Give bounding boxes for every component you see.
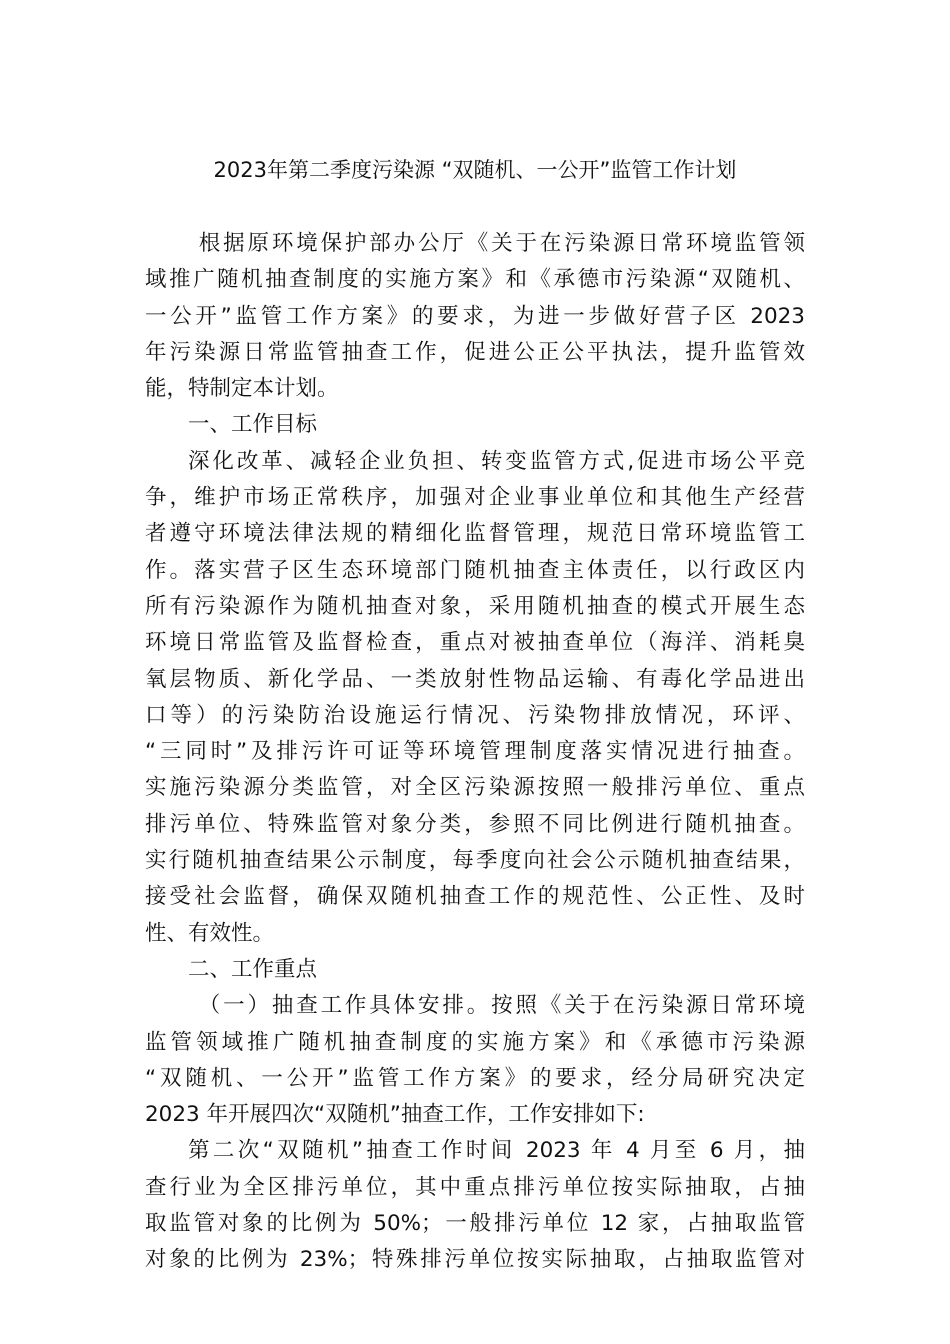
paragraph-line: 实行随机抽查结果公示制度，每季度向社会公示随机抽查结果， xyxy=(145,848,805,874)
paragraph-line: 者遵守环境法律法规的精细化监督管理，规范日常环境监管工 xyxy=(145,521,805,547)
paragraph-line: 二、工作重点 xyxy=(188,956,318,982)
paragraph-line: 接受社会监督，确保双随机抽查工作的规范性、公正性、及时 xyxy=(145,884,805,910)
paragraph-line: “三同时”及排污许可证等环境管理制度落实情况进行抽查。 xyxy=(145,739,805,765)
paragraph-line: 域推广随机抽查制度的实施方案》和《承德市污染源“双随机、 xyxy=(145,267,805,293)
paragraph-line: 实施污染源分类监管，对全区污染源按照一般排污单位、重点 xyxy=(145,775,805,801)
paragraph-line: 排污单位、特殊监管对象分类，参照不同比例进行随机抽查。 xyxy=(145,811,805,837)
paragraph-line: 性、有效性。 xyxy=(145,920,275,946)
paragraph-line: 监管领域推广随机抽查制度的实施方案》和《承德市污染源 xyxy=(145,1029,805,1055)
paragraph-line: 争，维护市场正常秩序，加强对企业事业单位和其他生产经营 xyxy=(145,485,805,511)
paragraph-line: 一公开”监管工作方案》的要求，为进一步做好营子区 2023 xyxy=(145,303,805,329)
paragraph-line: （一）抽查工作具体安排。按照《关于在污染源日常环境 xyxy=(198,993,805,1019)
document-title: 2023年第二季度污染源 “双随机、一公开”监管工作计划 xyxy=(213,158,737,182)
paragraph-line: 一、工作目标 xyxy=(188,412,318,438)
paragraph-line: 能，特制定本计划。 xyxy=(145,376,339,402)
paragraph-line: 第二次“双随机”抽查工作时间 2023 年 4 月至 6 月，抽 xyxy=(188,1138,805,1164)
paragraph-line: 取监管对象的比例为 50%；一般排污单位 12 家，占抽取监管 xyxy=(145,1211,805,1237)
paragraph-line: 环境日常监管及监督检查，重点对被抽查单位（海洋、消耗臭 xyxy=(145,630,805,656)
paragraph-line: 氧层物质、新化学品、一类放射性物品运输、有毒化学品进出 xyxy=(145,666,805,692)
paragraph-line: 所有污染源作为随机抽查对象，采用随机抽查的模式开展生态 xyxy=(145,593,805,619)
paragraph-line: 对象的比例为 23%；特殊排污单位按实际抽取，占抽取监管对 xyxy=(145,1247,805,1273)
document-body xyxy=(145,226,805,1279)
paragraph-line: 深化改革、减轻企业负担、转变监管方式,促进市场公平竞 xyxy=(188,448,805,474)
paragraph-line: 根据原环境保护部办公厅《关于在污染源日常环境监管领 xyxy=(198,231,805,256)
paragraph-line: 作。落实营子区生态环境部门随机抽查主体责任，以行政区内 xyxy=(145,557,805,583)
paragraph-line: 2023 年开展四次“双随机”抽查工作，工作安排如下: xyxy=(145,1102,645,1128)
paragraph-line: 年污染源日常监管抽查工作，促进公正公平执法，提升监管效 xyxy=(145,339,805,365)
paragraph-line: 查行业为全区排污单位，其中重点排污单位按实际抽取，占抽 xyxy=(145,1174,805,1200)
paragraph-line: 口等）的污染防治设施运行情况、污染物排放情况，环评、 xyxy=(145,702,805,728)
paragraph-line: “双随机、一公开”监管工作方案》的要求，经分局研究决定 xyxy=(145,1065,805,1091)
